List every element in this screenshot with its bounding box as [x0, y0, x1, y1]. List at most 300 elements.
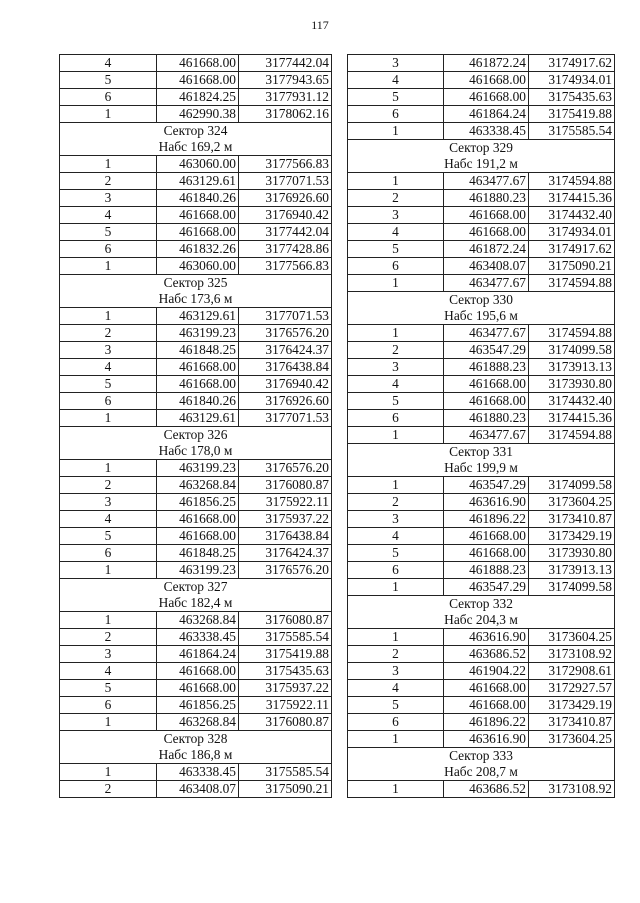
table-row: [60, 663, 332, 680]
coord-x: 463268.84: [157, 612, 239, 629]
sector-header-row: [60, 123, 332, 140]
coord-x: 461668.00: [444, 72, 529, 89]
coord-y: 3176940.42: [239, 207, 332, 224]
coord-x: 463060.00: [157, 156, 239, 173]
point-number: 5: [348, 241, 444, 258]
table-row: [60, 156, 332, 173]
table-row: [348, 55, 615, 72]
habs-row: [348, 156, 615, 173]
table-row: [348, 275, 615, 292]
point-number: 4: [348, 528, 444, 545]
coord-y: 3175937.22: [239, 511, 332, 528]
point-number: 1: [348, 477, 444, 494]
coord-y: 3173913.13: [529, 562, 615, 579]
coord-x: 463268.84: [157, 477, 239, 494]
table-row: [348, 342, 615, 359]
table-row: [60, 207, 332, 224]
habs-height: Набс 204,3 м: [348, 612, 615, 629]
coord-x: 463408.07: [157, 781, 239, 798]
coord-x: 461668.00: [157, 72, 239, 89]
table-row: [60, 460, 332, 477]
coord-y: 3177428.86: [239, 241, 332, 258]
table-row: [60, 629, 332, 646]
sector-title: Сектор 329: [348, 140, 615, 157]
point-number: 2: [60, 629, 157, 646]
coord-x: 461864.24: [444, 106, 529, 123]
point-number: 5: [60, 224, 157, 241]
table-row: [348, 579, 615, 596]
point-number: 4: [60, 55, 157, 72]
point-number: 1: [60, 460, 157, 477]
coord-y: 3177442.04: [239, 224, 332, 241]
table-row: [60, 308, 332, 325]
sector-title: Сектор 328: [60, 731, 332, 748]
coord-y: 3174415.36: [529, 410, 615, 427]
habs-row: [348, 612, 615, 629]
coord-y: 3175922.11: [239, 697, 332, 714]
coord-y: 3176576.20: [239, 562, 332, 579]
table-row: [60, 190, 332, 207]
coord-x: 461668.00: [444, 528, 529, 545]
sector-header-row: [348, 596, 615, 613]
table-row: [348, 224, 615, 241]
point-number: 2: [348, 646, 444, 663]
coord-x: 463199.23: [157, 562, 239, 579]
point-number: 1: [348, 325, 444, 342]
point-number: 1: [60, 562, 157, 579]
coord-y: 3174917.62: [529, 55, 615, 72]
coord-y: 3173108.92: [529, 646, 615, 663]
coord-x: 461832.26: [157, 241, 239, 258]
point-number: 5: [60, 376, 157, 393]
coord-y: 3173604.25: [529, 629, 615, 646]
point-number: 2: [60, 325, 157, 342]
coord-y: 3176926.60: [239, 393, 332, 410]
coord-y: 3173410.87: [529, 714, 615, 731]
point-number: 5: [60, 528, 157, 545]
point-number: 4: [60, 663, 157, 680]
sector-title: Сектор 325: [60, 275, 332, 292]
table-row: [60, 680, 332, 697]
habs-row: [60, 595, 332, 612]
coord-x: 463129.61: [157, 308, 239, 325]
point-number: 3: [348, 207, 444, 224]
coord-x: 463408.07: [444, 258, 529, 275]
coord-x: 463477.67: [444, 275, 529, 292]
habs-height: Набс 186,8 м: [60, 747, 332, 764]
point-number: 1: [348, 275, 444, 292]
coord-y: 3176438.84: [239, 359, 332, 376]
coord-x: 461888.23: [444, 359, 529, 376]
point-number: 2: [348, 190, 444, 207]
table-row: [60, 528, 332, 545]
point-number: 5: [348, 697, 444, 714]
coord-x: 463338.45: [157, 629, 239, 646]
coord-y: 3177442.04: [239, 55, 332, 72]
table-row: [348, 393, 615, 410]
point-number: 4: [348, 224, 444, 241]
point-number: 6: [60, 545, 157, 562]
coord-x: 463129.61: [157, 410, 239, 427]
coord-x: 461668.00: [444, 393, 529, 410]
point-number: 1: [60, 106, 157, 123]
coord-y: 3175585.54: [529, 123, 615, 140]
coord-y: 3176576.20: [239, 460, 332, 477]
habs-row: [348, 460, 615, 477]
table-row: [348, 359, 615, 376]
point-number: 2: [348, 494, 444, 511]
coord-y: 3173429.19: [529, 697, 615, 714]
point-number: 6: [348, 106, 444, 123]
sector-header-row: [60, 427, 332, 444]
point-number: 5: [348, 393, 444, 410]
point-number: 6: [348, 410, 444, 427]
table-row: [348, 680, 615, 697]
table-row: [60, 241, 332, 258]
point-number: 1: [348, 173, 444, 190]
table-row: [348, 376, 615, 393]
coord-x: 462990.38: [157, 106, 239, 123]
table-row: [60, 224, 332, 241]
coord-x: 461668.00: [157, 511, 239, 528]
table-row: [348, 731, 615, 748]
habs-row: [348, 308, 615, 325]
point-number: 5: [348, 545, 444, 562]
table-row: [348, 207, 615, 224]
coordinates-table-left-body: [60, 55, 332, 798]
coord-x: 461904.22: [444, 663, 529, 680]
coord-y: 3176424.37: [239, 342, 332, 359]
coord-y: 3174432.40: [529, 207, 615, 224]
coord-y: 3176926.60: [239, 190, 332, 207]
sector-header-row: [348, 140, 615, 157]
coord-x: 463338.45: [444, 123, 529, 140]
table-row: [60, 173, 332, 190]
sector-title: Сектор 326: [60, 427, 332, 444]
point-number: 4: [60, 207, 157, 224]
table-row: [348, 258, 615, 275]
table-row: [60, 697, 332, 714]
table-row: [60, 646, 332, 663]
coord-x: 463477.67: [444, 325, 529, 342]
point-number: 4: [348, 680, 444, 697]
point-number: 2: [348, 342, 444, 359]
coord-y: 3173108.92: [529, 781, 615, 798]
coord-x: 461668.00: [444, 680, 529, 697]
coord-x: 461668.00: [444, 207, 529, 224]
coord-y: 3176080.87: [239, 612, 332, 629]
coord-x: 461824.25: [157, 89, 239, 106]
coord-x: 463199.23: [157, 325, 239, 342]
coord-x: 463686.52: [444, 646, 529, 663]
point-number: 1: [348, 629, 444, 646]
habs-height: Набс 195,6 м: [348, 308, 615, 325]
coord-y: 3173930.80: [529, 545, 615, 562]
table-row: [60, 781, 332, 798]
coord-y: 3174099.58: [529, 477, 615, 494]
table-row: [60, 376, 332, 393]
coord-x: 463547.29: [444, 477, 529, 494]
coord-x: 461668.00: [157, 224, 239, 241]
coord-x: 461872.24: [444, 55, 529, 72]
coord-y: 3177071.53: [239, 173, 332, 190]
coord-y: 3175937.22: [239, 680, 332, 697]
point-number: 1: [60, 764, 157, 781]
coord-y: 3174934.01: [529, 224, 615, 241]
table-row: [60, 764, 332, 781]
table-row: [348, 106, 615, 123]
point-number: 3: [348, 511, 444, 528]
coord-x: 461840.26: [157, 190, 239, 207]
point-number: 6: [60, 89, 157, 106]
habs-row: [60, 443, 332, 460]
coord-x: 461668.00: [157, 663, 239, 680]
table-row: [348, 629, 615, 646]
coord-y: 3174594.88: [529, 427, 615, 444]
sector-title: Сектор 330: [348, 292, 615, 309]
table-row: [348, 714, 615, 731]
coord-x: 461668.00: [157, 528, 239, 545]
sector-header-row: [60, 579, 332, 596]
coord-x: 461896.22: [444, 511, 529, 528]
habs-height: Набс 182,4 м: [60, 595, 332, 612]
habs-row: [348, 764, 615, 781]
table-row: [60, 359, 332, 376]
habs-height: Набс 199,9 м: [348, 460, 615, 477]
coord-y: 3175419.88: [529, 106, 615, 123]
coord-y: 3175419.88: [239, 646, 332, 663]
coord-y: 3173913.13: [529, 359, 615, 376]
coordinates-table-right: [347, 54, 615, 798]
coord-x: 463686.52: [444, 781, 529, 798]
coord-y: 3173604.25: [529, 731, 615, 748]
point-number: 2: [60, 477, 157, 494]
coord-x: 461668.00: [444, 89, 529, 106]
coord-y: 3176424.37: [239, 545, 332, 562]
table-row: [60, 342, 332, 359]
coord-x: 461668.00: [157, 359, 239, 376]
point-number: 1: [348, 731, 444, 748]
point-number: 3: [60, 342, 157, 359]
point-number: 1: [348, 427, 444, 444]
coord-x: 461668.00: [444, 697, 529, 714]
coord-y: 3173604.25: [529, 494, 615, 511]
point-number: 1: [60, 156, 157, 173]
point-number: 6: [60, 697, 157, 714]
sector-header-row: [348, 444, 615, 461]
habs-row: [60, 747, 332, 764]
table-row: [60, 89, 332, 106]
coord-x: 463129.61: [157, 173, 239, 190]
table-row: [348, 325, 615, 342]
sector-header-row: [60, 731, 332, 748]
point-number: 2: [60, 781, 157, 798]
coord-y: 3175090.21: [529, 258, 615, 275]
habs-row: [60, 291, 332, 308]
coord-x: 463616.90: [444, 494, 529, 511]
point-number: 5: [60, 680, 157, 697]
table-row: [60, 612, 332, 629]
coord-x: 461840.26: [157, 393, 239, 410]
table-row: [60, 545, 332, 562]
table-row: [348, 646, 615, 663]
coord-y: 3172908.61: [529, 663, 615, 680]
coord-y: 3176438.84: [239, 528, 332, 545]
coord-x: 461668.00: [444, 545, 529, 562]
coord-y: 3176576.20: [239, 325, 332, 342]
coord-x: 461888.23: [444, 562, 529, 579]
coord-x: 461896.22: [444, 714, 529, 731]
table-row: [348, 511, 615, 528]
point-number: 1: [60, 258, 157, 275]
coord-x: 461856.25: [157, 494, 239, 511]
point-number: 6: [60, 393, 157, 410]
coord-y: 3177071.53: [239, 410, 332, 427]
coord-y: 3175585.54: [239, 629, 332, 646]
coordinates-table-left: [59, 54, 332, 798]
coord-x: 463616.90: [444, 629, 529, 646]
coord-y: 3178062.16: [239, 106, 332, 123]
coord-y: 3175435.63: [529, 89, 615, 106]
sector-header-row: [60, 275, 332, 292]
coord-y: 3174432.40: [529, 393, 615, 410]
coord-x: 461668.00: [157, 680, 239, 697]
coord-y: 3174917.62: [529, 241, 615, 258]
coordinates-table-right-body: [348, 55, 615, 798]
coord-x: 463477.67: [444, 427, 529, 444]
table-row: [348, 528, 615, 545]
coord-y: 3175922.11: [239, 494, 332, 511]
coord-y: 3174099.58: [529, 342, 615, 359]
coord-y: 3175435.63: [239, 663, 332, 680]
coord-y: 3177931.12: [239, 89, 332, 106]
coord-y: 3173930.80: [529, 376, 615, 393]
coord-y: 3172927.57: [529, 680, 615, 697]
coord-y: 3177566.83: [239, 156, 332, 173]
table-row: [348, 562, 615, 579]
point-number: 1: [60, 410, 157, 427]
coord-y: 3176080.87: [239, 714, 332, 731]
table-row: [60, 714, 332, 731]
coord-y: 3176940.42: [239, 376, 332, 393]
point-number: 4: [60, 359, 157, 376]
table-row: [60, 494, 332, 511]
coord-y: 3176080.87: [239, 477, 332, 494]
habs-height: Набс 173,6 м: [60, 291, 332, 308]
point-number: 3: [60, 494, 157, 511]
table-row: [348, 410, 615, 427]
coord-x: 463060.00: [157, 258, 239, 275]
point-number: 4: [60, 511, 157, 528]
point-number: 2: [60, 173, 157, 190]
table-row: [60, 477, 332, 494]
point-number: 6: [348, 258, 444, 275]
coord-x: 461872.24: [444, 241, 529, 258]
coord-y: 3173429.19: [529, 528, 615, 545]
coord-y: 3174099.58: [529, 579, 615, 596]
coord-y: 3177071.53: [239, 308, 332, 325]
coord-y: 3177566.83: [239, 258, 332, 275]
point-number: 1: [348, 579, 444, 596]
coord-y: 3174594.88: [529, 275, 615, 292]
table-row: [60, 106, 332, 123]
sector-title: Сектор 327: [60, 579, 332, 596]
table-row: [348, 173, 615, 190]
habs-height: Набс 208,7 м: [348, 764, 615, 781]
table-row: [60, 325, 332, 342]
point-number: 6: [348, 714, 444, 731]
table-row: [348, 697, 615, 714]
page-number: 117: [311, 18, 329, 32]
coord-x: 463477.67: [444, 173, 529, 190]
point-number: 4: [348, 376, 444, 393]
sector-title: Сектор 324: [60, 123, 332, 140]
coord-x: 461668.00: [444, 224, 529, 241]
coord-x: 463547.29: [444, 579, 529, 596]
point-number: 6: [60, 241, 157, 258]
table-row: [348, 427, 615, 444]
point-number: 6: [348, 562, 444, 579]
table-row: [348, 545, 615, 562]
point-number: 3: [60, 190, 157, 207]
coord-x: 461880.23: [444, 410, 529, 427]
table-row: [348, 781, 615, 798]
table-row: [60, 258, 332, 275]
coord-x: 461864.24: [157, 646, 239, 663]
habs-height: Набс 169,2 м: [60, 139, 332, 156]
coord-y: 3175090.21: [239, 781, 332, 798]
point-number: 3: [60, 646, 157, 663]
coord-y: 3174934.01: [529, 72, 615, 89]
sector-title: Сектор 332: [348, 596, 615, 613]
coord-x: 461668.00: [157, 55, 239, 72]
coord-x: 461848.25: [157, 545, 239, 562]
coord-x: 463199.23: [157, 460, 239, 477]
coord-x: 461880.23: [444, 190, 529, 207]
coord-x: 463338.45: [157, 764, 239, 781]
table-row: [348, 494, 615, 511]
coord-x: 463616.90: [444, 731, 529, 748]
habs-row: [60, 139, 332, 156]
habs-height: Набс 191,2 м: [348, 156, 615, 173]
sector-title: Сектор 333: [348, 748, 615, 765]
coord-x: 461848.25: [157, 342, 239, 359]
table-row: [60, 511, 332, 528]
table-row: [348, 241, 615, 258]
point-number: 3: [348, 663, 444, 680]
coord-y: 3177943.65: [239, 72, 332, 89]
point-number: 1: [60, 612, 157, 629]
coord-x: 461668.00: [157, 376, 239, 393]
point-number: 1: [60, 308, 157, 325]
coord-y: 3174594.88: [529, 173, 615, 190]
point-number: 5: [348, 89, 444, 106]
point-number: 4: [348, 72, 444, 89]
coord-x: 461668.00: [157, 207, 239, 224]
table-row: [348, 477, 615, 494]
coord-y: 3173410.87: [529, 511, 615, 528]
table-row: [60, 393, 332, 410]
coord-y: 3175585.54: [239, 764, 332, 781]
table-row: [348, 123, 615, 140]
coord-x: 463268.84: [157, 714, 239, 731]
table-row: [60, 410, 332, 427]
sector-header-row: [348, 292, 615, 309]
point-number: 1: [348, 781, 444, 798]
habs-height: Набс 178,0 м: [60, 443, 332, 460]
coord-x: 461668.00: [444, 376, 529, 393]
table-row: [60, 562, 332, 579]
